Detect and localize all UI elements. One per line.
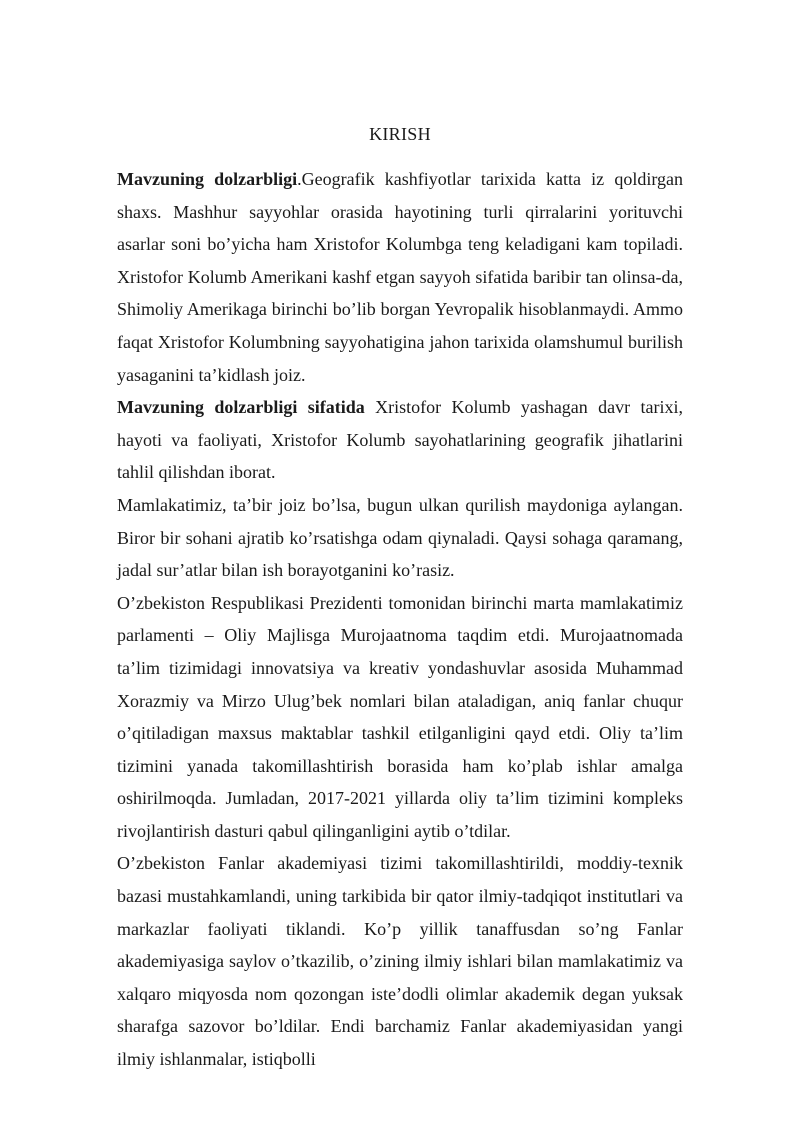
paragraph	[117, 847, 683, 1075]
paragraph-text: O’zbekiston Fanlar akademiyasi tizimi takomillashtirildi, moddiy-texnik bazasi mustahkamlandi, uning tarkibida bir qator ilmiy-tadqiqot institutlari va markazlar faoliyati tiklandi. Ko’p yillik tanaffusdan so’ng Fanlar akademiyasiga saylov o’tkazilib, o’zining ilmiy ishlari bilan mamlakatimiz va xalqaro miqyosda nom qozongan iste’dodli olimlar akademik degan yuksak sharafga sazovor bo’ldilar. Endi barchamiz Fanlar akademiyasidan yangi ilmiy ishlanmalar, istiqbolli	[117, 853, 683, 1070]
paragraph	[117, 489, 683, 587]
paragraph	[117, 163, 683, 391]
paragraph-text: O’zbekiston Respublikasi Prezidenti tomonidan birinchi marta mamlakatimiz parlamenti – Oliy Majlisga Murojaatnoma taqdim etdi. Murojaatnomada ta’lim tizimidagi innovatsiya va kreativ yondashuvlar asosida Muhammad Xorazmiy va Mirzo Ulug’bek nomlari bilan ataladigan, aniq fanlar chuqur o’qitiladigan maxsus maktablar tashkil etilganligini qayd etdi. Oliy ta’lim tizimini yanada takomillashtirish borasida ham ko’plab ishlar amalga oshirilmoqda. Jumladan, 2017-2021 yillarda oliy ta’lim tizimini kompleks rivojlantirish dasturi qabul qilinganligini aytib o’tdilar.	[117, 592, 683, 841]
page-title: KIRISH	[369, 124, 431, 144]
paragraph-text: Xristofor Kolumb yashagan davr tarixi, hayoti va faoliyati, Xristofor Kolumb sayohatlarining geografik jihatlarini tahlil qilishdan iborat.	[117, 397, 683, 483]
paragraph-text: Mamlakatimiz, ta’bir joiz bo’lsa, bugun ulkan qurilish maydoniga aylangan. Biror bir sohani ajratib ko’rsatishga odam qiynaladi. Qaysi sohaga qaramang, jadal sur’atlar bilan ish borayotganini ko’rasiz.	[117, 494, 683, 581]
paragraph-text: .Geografik kashfiyotlar tarixida katta iz qoldirgan shaxs. Mashhur sayyohlar orasida hayotining turli qirralarini yorituvchi asarlar soni bo’yicha ham Xristofor Kolumbga teng keladigani kam topiladi. Xristofor Kolumb Amerikani kashf etgan sayyoh sifatida baribir tan olinsa-da, Shimoliy Amerikaga birinchi bo’lib borgan Yevropalik hisoblanmaydi. Ammo faqat Xristofor Kolumbning sayyohatigina jahon tarixida olamshumul burilish yasaganini ta’kidlash joiz.	[117, 169, 683, 385]
paragraph	[117, 587, 683, 848]
paragraph	[117, 391, 683, 489]
document-body	[117, 163, 683, 1076]
paragraph-lead: Mavzuning dolzarbligi sifatida	[117, 397, 365, 418]
paragraph-lead: Mavzuning dolzarbligi	[117, 169, 298, 189]
